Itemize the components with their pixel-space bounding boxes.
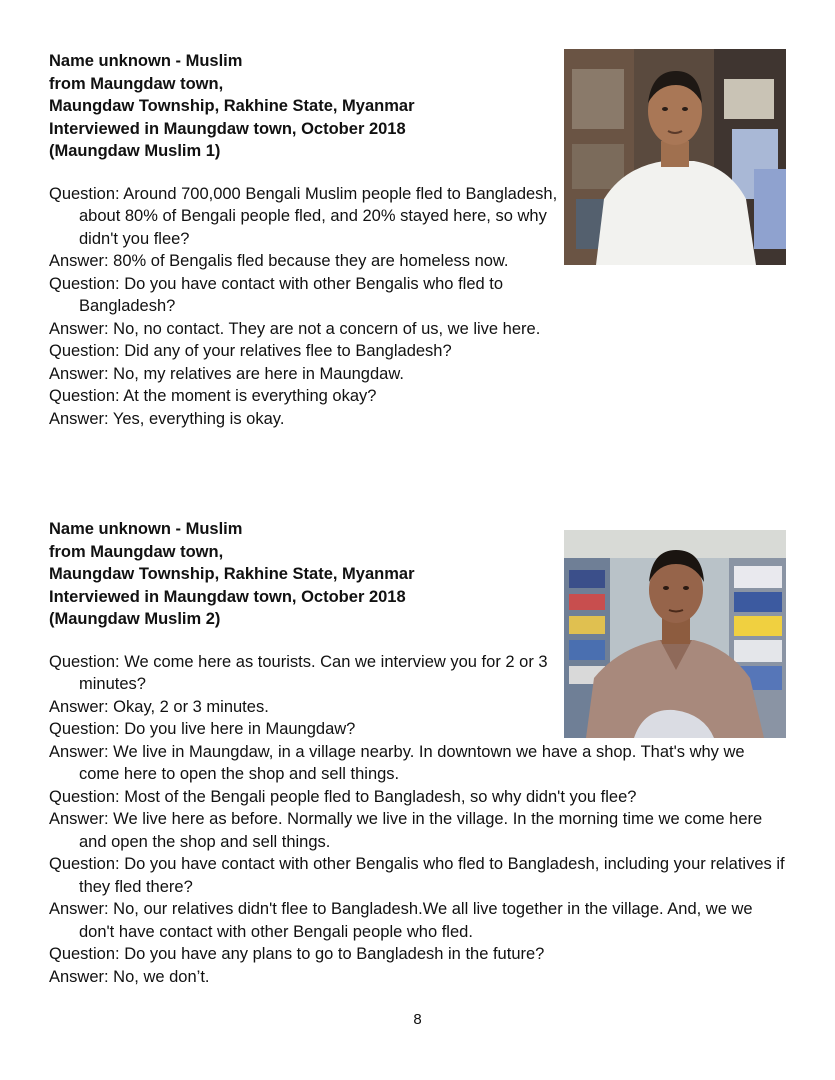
transcript-line: Question: We come here as tourists. Can we interview you for 2 or 3 minutes? <box>49 652 548 693</box>
heading-line: (Maungdaw Muslim 2) <box>49 610 221 628</box>
transcript-line: Question: Most of the Bengali people fled to Bangladesh, so why didn't you flee? <box>49 787 637 806</box>
transcript-line: Question: Did any of your relatives flee to Bangladesh? <box>49 342 452 360</box>
transcript-line: Question: Do you have contact with other Bengalis who fled to Bangladesh, including your relatives if they fled there? <box>49 855 785 896</box>
transcript-line: Answer: 80% of Bengalis fled because they are homeless now. <box>49 252 509 270</box>
transcript-line: Question: Around 700,000 Bengali Muslim people fled to Bangladesh, about 80% of Bengali people fled, and 20% stayed here, so why didn't you flee? <box>49 184 558 248</box>
transcript-line: Answer: We live in Maungdaw, in a village nearby. In downtown we have a shop. That's why we come here to open the shop and sell things. <box>49 742 745 783</box>
transcript-line: Question: Do you live here in Maungdaw? <box>49 720 356 738</box>
transcript-line: Question: Do you have contact with other Bengalis who fled to Bangladesh? <box>49 274 504 315</box>
transcript-line: Question: At the moment is everything okay? <box>49 387 377 405</box>
transcript-line: Answer: We live here as before. Normally we live in the village. In the morning time we come here and open the shop and sell things. <box>49 810 763 851</box>
interviewee-2-photo <box>564 530 786 738</box>
transcript-line: Question: Do you have any plans to go to Bangladesh in the future? <box>49 945 545 963</box>
heading-line: from Maungdaw town, <box>49 542 224 561</box>
transcript-line: Answer: No, my relatives are here in Maungdaw. <box>49 364 404 383</box>
interviewee-1-photo <box>564 49 786 265</box>
heading-line: Maungdaw Township, Rakhine State, Myanmar <box>49 565 415 583</box>
heading-line: Interviewed in Maungdaw town, October 2018 <box>49 587 406 606</box>
heading-line: Maungdaw Township, Rakhine State, Myanmar <box>49 97 415 115</box>
heading-line: Interviewed in Maungdaw town, October 2018 <box>49 119 406 138</box>
heading-line: (Maungdaw Muslim 1) <box>49 142 221 160</box>
transcript-line: Answer: Okay, 2 or 3 minutes. <box>49 697 269 716</box>
transcript-line: Answer: No, our relatives didn't flee to Bangladesh.We all live together in the village. And, we we don't have contact with other Bengali people who fled. <box>49 900 753 941</box>
heading-line: Name unknown - Muslim <box>49 520 243 538</box>
page-number: 8 <box>413 1011 422 1028</box>
heading-line: from Maungdaw town, <box>49 74 224 93</box>
transcript-line: Answer: No, we don’t. <box>49 967 210 986</box>
transcript-line: Answer: No, no contact. They are not a concern of us, we live here. <box>49 319 541 338</box>
heading-line: Name unknown - Muslim <box>49 52 243 70</box>
transcript-line: Answer: Yes, everything is okay. <box>49 409 285 428</box>
